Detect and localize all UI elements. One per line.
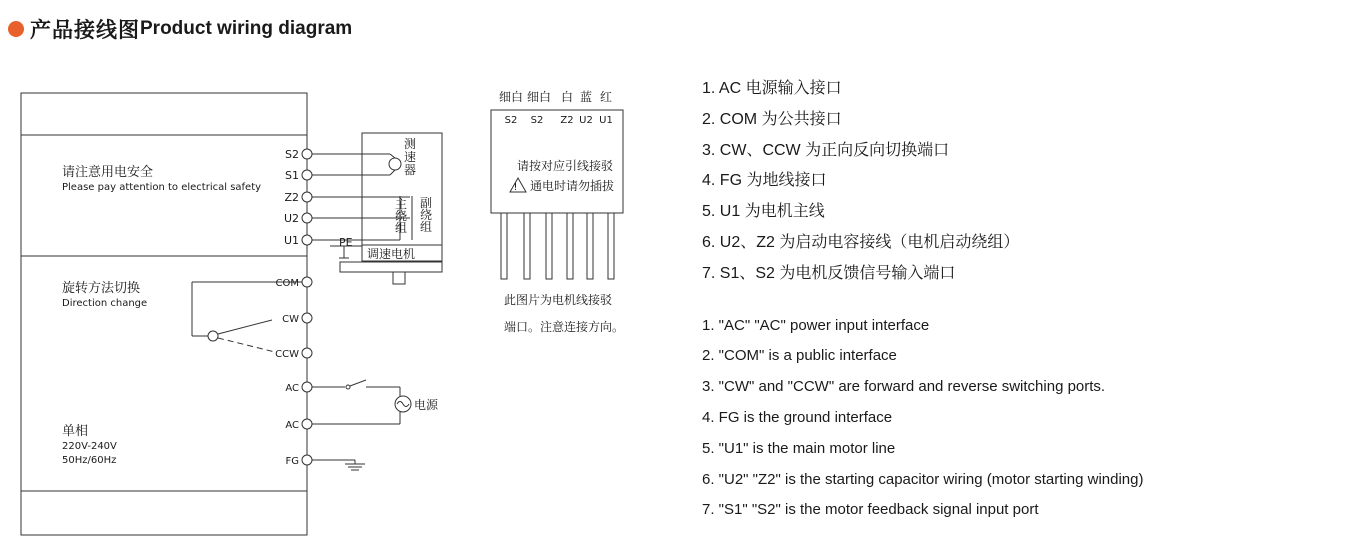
legend-list-en — [702, 311, 1342, 527]
speed-motor-label: 调速电机 — [367, 247, 416, 261]
pin-label-4: U2 — [579, 115, 593, 126]
legend-cn-item-6: 6. U2、Z2 为启动电容接线（电机启动绕组） — [702, 233, 1020, 251]
connector-note-2: 通电时请勿插拔 — [530, 179, 615, 193]
legend-en-item-1: 1. "AC" "AC" power input interface — [702, 316, 930, 334]
voltage: 220V-240V — [62, 441, 117, 452]
legend-cn-item-4: 4. FG 为地线接口 — [702, 172, 827, 190]
legend-en-item-6: 6. "U2" "Z2" is the starting capacitor wiring (motor starting winding) — [702, 470, 1144, 488]
pin-label-3: Z2 — [560, 115, 574, 126]
connector-caption-2: 端口。注意连接方向。 — [504, 320, 625, 334]
legend-list-cn — [702, 74, 1342, 290]
title-cn: 产品接线图 — [30, 19, 140, 42]
terminal-s1: S1 — [285, 169, 299, 182]
warning-icon — [510, 178, 526, 192]
safety-cn: 请注意用电安全 — [62, 165, 154, 180]
legend-en-item-7: 7. "S1" "S2" is the motor feedback signal input port — [702, 501, 1039, 519]
legend-en-item-5: 5. "U1" is the main motor line — [702, 439, 896, 457]
legend-en-item-2: 2. "COM" is a public interface — [702, 347, 897, 365]
legend-cn-item-2: 2. COM 为公共接口 — [702, 110, 842, 128]
controller-box — [21, 93, 307, 535]
safety-en: Please pay attention to electrical safety — [62, 182, 262, 193]
wire-color-5: 红 — [599, 90, 613, 104]
title-en: Product wiring diagram — [140, 18, 353, 39]
wire-color-2: 细白 — [526, 90, 552, 104]
terminal-u1: U1 — [283, 234, 299, 247]
terminal-u2: U2 — [283, 212, 299, 225]
legend-lists — [702, 74, 1342, 526]
pe-label: PE — [339, 236, 353, 249]
connector-pins — [501, 213, 614, 279]
switch-pivot — [208, 331, 218, 341]
wire-color-3: 白 — [560, 90, 574, 104]
pin-label-1: S2 — [504, 115, 518, 126]
terminal-ac-1: AC — [285, 383, 299, 394]
warning-mark: ! — [513, 182, 518, 193]
motor-base — [340, 262, 442, 272]
legend-en-item-4: 4. FG is the ground interface — [702, 408, 893, 426]
direction-en: Direction change — [62, 298, 148, 309]
frequency: 50Hz/60Hz — [62, 455, 117, 466]
legend-cn-item-3: 3. CW、CCW 为正向反向切换端口 — [702, 141, 950, 159]
terminal-s2: S2 — [285, 148, 299, 161]
legend-cn-item-7: 7. S1、S2 为电机反馈信号输入端口 — [702, 264, 956, 282]
pin-label-5: U1 — [599, 115, 613, 126]
motor-shaft — [393, 272, 405, 284]
power-label: 电源 — [414, 398, 439, 412]
terminal-cw: CW — [282, 314, 299, 325]
aux-winding-label: 副绕组 — [420, 196, 433, 234]
terminal-z2: Z2 — [284, 191, 299, 204]
pin-label-2: S2 — [530, 115, 544, 126]
direction-cn: 旋转方法切换 — [62, 281, 141, 296]
tacho-label: 测速器 — [404, 137, 417, 177]
terminal-ccw: CCW — [275, 349, 299, 360]
legend-en-item-3: 3. "CW" and "CCW" are forward and reverse switching ports. — [702, 378, 1106, 396]
wire-color-4: 蓝 — [579, 90, 593, 104]
connector-caption-1: 此图片为电机线接驳 — [504, 293, 613, 307]
main-winding-label: 主绕组 — [395, 197, 408, 235]
tacho-sensor-icon — [389, 158, 401, 170]
phase-cn: 单相 — [62, 424, 89, 439]
connector-note-1: 请按对应引线接驳 — [517, 159, 614, 173]
terminal-ac-2: AC — [285, 420, 299, 431]
terminal-com: COM — [275, 278, 299, 289]
legend-cn-item-1: 1. AC 电源输入接口 — [702, 80, 842, 97]
terminal-fg: FG — [285, 456, 299, 467]
wire-color-1: 细白 — [498, 90, 524, 104]
legend-cn-item-5: 5. U1 为电机主线 — [702, 203, 825, 221]
